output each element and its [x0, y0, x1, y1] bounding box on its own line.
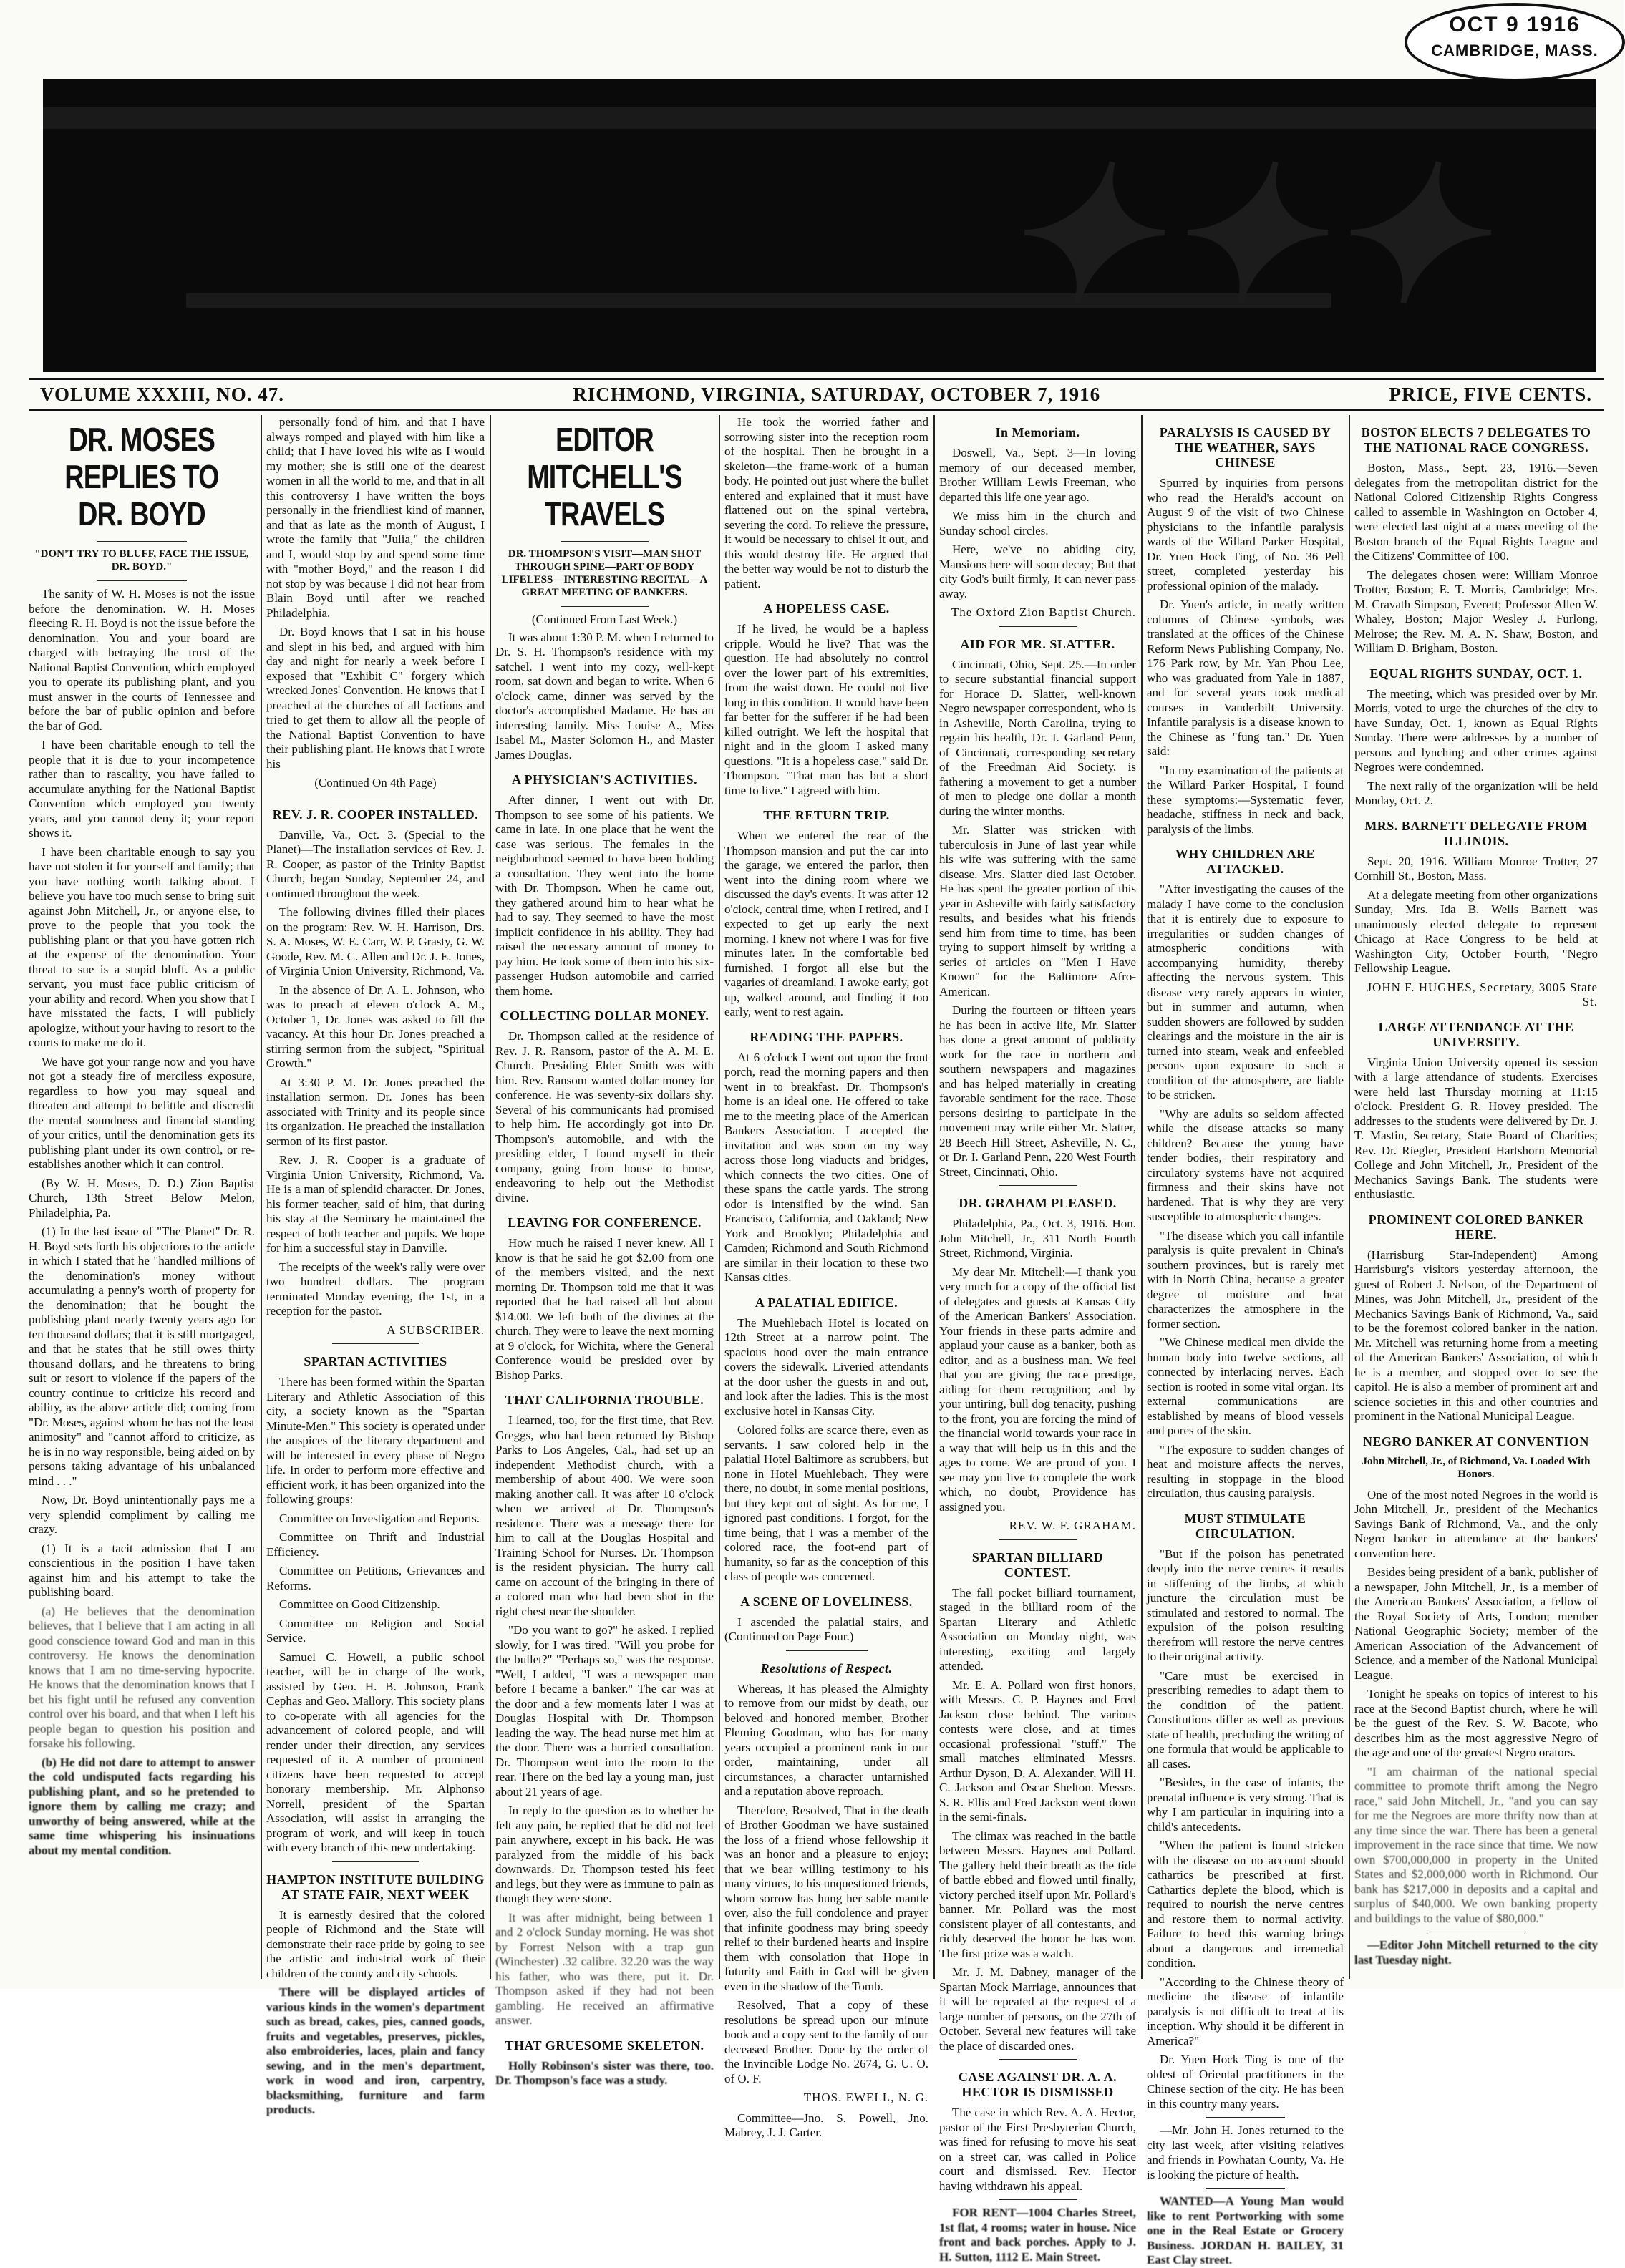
article-paragraph: At a delegate meeting from other organizations Sunday, Mrs. Ida B. Wells Barnett was unanimously elected delegate to represent Chicago at Race Congress to be held at Washington City, October Fourth, "Negro Fellowship League. — [1354, 887, 1598, 975]
subhead: PARALYSIS IS CAUSED BY THE WEATHER, SAYS CHINESE — [1159, 425, 1331, 469]
subhead: LARGE ATTENDANCE AT THE UNIVERSITY. — [1378, 1019, 1574, 1049]
article-paragraph: Spurred by inquiries from persons who read the Herald's account on August 9 of the visit of two Chinese physicians to the infantile paralysis wards of the Willard Parker Hospital, Dr. Yuen Hock Ting, of No. 36 Pell street, completed yesterday his professional opinion of the malady. — [1147, 476, 1344, 593]
volume-number: VOLUME XXXIII, NO. 47. — [40, 383, 284, 405]
article-paragraph: Committee on Petitions, Grievances and Reforms. — [266, 1564, 485, 1592]
article-paragraph: Resolved, That a copy of these resolutions be spread upon our minute book and a copy sent to the family of our deceased Brother. Done by the order of the Invincible Lodge No. 2674, G. U. O. of O. F. — [724, 1998, 928, 2086]
headline-spartan-activities: SPARTAN ACTIVITIES — [304, 1354, 447, 1368]
article-paragraph: Committee on Thrift and Industrial Efficiency. — [266, 1530, 485, 1559]
article-paragraph: If he lived, he would be a hapless cripple. Would he live? That was the question. He had absolutely no control over the lower part of his extremities, from the waist down. He could not live long in this condition. It would have been far better for the sufferer if he had been killed outright. We left the hospital that night and in the gloom I asked many questions. "It is a hopeless case," said Dr. Thompson. "That man has but a short time to live." I agreed with him. — [724, 622, 928, 797]
masthead-image — [43, 79, 1596, 372]
article-paragraph: Holly Robinson's sister was there, too. Dr. Thompson's face was a study. — [495, 2058, 714, 2087]
article-paragraph: (b) He did not dare to attempt to answer the cold undisputed facts regarding his publishing plant, and so he pretended to ignore them by calling me crazy; and unworthy of being answered, while at the same time whispering his insinuations about my mental condition. — [29, 1755, 255, 1857]
article-paragraph: Dr. Boyd knows that I sat in his house and slept in his bed, and argued with him day and night for nearly a week before I exposed that "Exhibit C" forgery which wrecked Jones' Convention. He knows that I preached at the churches of all factions and tried to get them to allow all the people of the National Baptist Convention to have their publishing plant. He knows that I wrote his — [266, 625, 485, 771]
article-paragraph: There will be displayed articles of various kinds in the women's department such as bread, cakes, pies, canned goods, fruits and vegetables, preserves, pickles, also embroideries, laces, plain and fancy sewing, and in the men's department, work in wood and iron, carpentry, blacksmithing, furniture and farm products. — [266, 1985, 485, 2116]
committee: Committee—Jno. S. Powell, Jno. Mabrey, J. J. Carter. — [724, 2111, 928, 2139]
subhead: THAT GRUESOME SKELETON. — [505, 2038, 704, 2053]
article-paragraph: (1) It is a tacit admission that I am conscientious in the position I have taken against him and his attempt to take the publishing board. — [29, 1541, 255, 1599]
article-paragraph: (1) In the last issue of "The Planet" Dr. R. H. Boyd sets forth his objections to the article in which I stated that he "handled millions of the denomination's money without accumulating a penny's worth of property for the denomination; that he bought the publishing plant nearly twenty years ago for ten thousand dollars; that it is still mortgaged, and that he states that he still owes thirty thousand dollars, and he threatens to bring suit or resort to violence if the papers of the country continue to criticize his record and ability, as the above article did; coming from "Dr. Moses, against whom he has not the least animosity" and "cannot afford to criticize, as he is in no way responsible, being aided on by persons taking advantage of his unbalanced mind . . ." — [29, 1225, 255, 1488]
article-paragraph: Dr. Thompson called at the residence of Rev. J. R. Ransom, pastor of the A. M. E. Church. Presiding Elder Smith was with him. Rev. Ransom wanted dollar money for conference. He was seventy-six dollars shy. Several of his communicants had promised to help him. He accordingly got into Dr. Thompson's automobile, and with the presiding elder, I found myself in their company, going from house to house, endeavoring to help out the Methodist divine. — [495, 1029, 714, 1204]
article-paragraph: After dinner, I went out with Dr. Thompson to see some of his patients. We came in late. In one place that he went the case was serious. The females in the neighborhood seemed to have been holding a consultation. They went into the home with Dr. Thompson. When he came out, they gathered around him to hear what he had to say. They seemed to have the most implicit confidence in his ability. They had raised the necessary amount of money to pay him. He took some of them into his six-passenger Hudson automobile and carried them home. — [495, 793, 714, 998]
stamp-date: OCT 9 1916 — [1449, 13, 1581, 36]
subhead: CASE AGAINST DR. A. A. HECTOR IS DISMISSED — [958, 2070, 1117, 2099]
subhead: In Memoriam. — [995, 425, 1080, 439]
article-paragraph: When we entered the rear of the Thompson mansion and put the car into the garage, we entered the parlor, then went into the dining room where we discussed the day's events. It was after 12 o'clock, central time, when I retired, and I expected to get up early the next morning. I knew not where I was for five minutes later. In the comfortable bed furnished, I forgot all else but the vagaries of dreamland. I awoke early, got up, walked around, and finding it too early, went to rest again. — [724, 829, 928, 1018]
column-4 — [724, 415, 929, 2139]
article-paragraph: During the fourteen or fifteen years he has been in active life, Mr. Slatter has done a great amount of publicity work for the race in northern and southern newspapers and magazines and has helped materially in creating favorable sentiment for the race. Those persons desiring to participate in the movement may write either Mr. Slatter, 28 Beech Hill Street, Asheville, N. C., or Dr. I. Garland Penn, 220 West Fourth Street, Cincinnati, Ohio. — [939, 1003, 1136, 1179]
subhead: COLLECTING DOLLAR MONEY. — [500, 1008, 709, 1023]
article-paragraph: personally fond of him, and that I have always romped and played with him like a child; that I have loved his wife as I would my mother; she is still one of the dearest women in all the world to me, and that in all this controversy I have written the boys personally in the friendliest kind of manner, and that as late as the month of August, I wrote the family that "Julia," the children and I, would stop by and spend some time with "mother Boyd," and the reason I did not stop by was because I did not hear from Blain Boyd until after we reached Philadelphia. — [266, 415, 485, 620]
subhead: THE RETURN TRIP. — [763, 808, 890, 822]
subhead: A HOPELESS CASE. — [763, 601, 890, 615]
library-received-stamp — [1405, 3, 1625, 82]
article-paragraph: It was after midnight, being between 1 and 2 o'clock Sunday morning. He was shot by Forrest Nelson with a trap gun (Winchester) .32 calibre. 32.20 was the way his father, who was there, put it. Dr. Thompson asked if they had not been gambling. He received an affirmative answer. — [495, 1910, 714, 2027]
signature: REV. W. F. GRAHAM. — [1009, 1519, 1136, 1532]
article-paragraph: Doswell, Va., Sept. 3—In loving memory of our deceased member, Brother William Lewis Freeman, who departed this life one year ago. — [939, 446, 1136, 504]
article-paragraph: "In my examination of the patients at the Willard Parker Hospital, I found these symptoms:—Systematic fever, headache, stiffness in neck and back, paralysis of the limbs. — [1147, 763, 1344, 836]
subhead: WHY CHILDREN ARE ATTACKED. — [1175, 847, 1316, 876]
article-paragraph: At 3:30 P. M. Dr. Jones preached the installation sermon. Dr. Jones has been associated with Trinity and its people since its organization. He preached the installation sermon of its first pastor. — [266, 1075, 485, 1148]
article-paragraph: "The exposure to sudden changes of heat and moisture affects the nerves, resulting in stoppage in the blood circulation, thus causing paralysis. — [1147, 1442, 1344, 1500]
column-5 — [939, 415, 1136, 2264]
article-paragraph: The following divines filled their places on the program: Rev. W. H. Harrison, Drs. S. A. Moses, W. E. Carr, W. P. Grasty, G. W. Goode, Rev. M. C. Allen and Dr. J. E. Jones, of Virginia Union University, Richmond, Va. — [266, 905, 485, 978]
headline-hampton-institute: HAMPTON INSTITUTE BUILDING AT STATE FAIR, NEXT WEEK — [266, 1872, 485, 1902]
local-note: —Mr. John H. Jones returned to the city last week, after visiting relatives and friends in Powhatan County, Va. He is looking the picture of health. — [1147, 2123, 1344, 2181]
article-paragraph: (By W. H. Moses, D. D.) Zion Baptist Church, 13th Street Below Melon, Philadelphia, Pa. — [29, 1176, 255, 1220]
subhead: MRS. BARNETT DELEGATE FROM ILLINOIS. — [1364, 818, 1588, 848]
article-paragraph: Committee on Religion and Social Service. — [266, 1616, 485, 1645]
article-paragraph: Rev. J. R. Cooper is a graduate of Virginia Union University, Richmond, Va. He is a man of splendid character. Dr. Jones, his former teacher, said of him, that during his stay at the Seminary he maintained the respect of both teacher and pupils. We hope for him a successful stay in Danville. — [266, 1153, 485, 1255]
price: PRICE, FIVE CENTS. — [1389, 383, 1592, 405]
article-paragraph: Here, we've no abiding city, Mansions here will soon decay; But that city God's built firmly, It can never pass away. — [939, 542, 1136, 600]
article-paragraph: We miss him in the church and Sunday school circles. — [939, 509, 1136, 537]
article-paragraph: "Do you want to go?" he asked. I replied slowly, for I was tired. "Will you probe for the bullet?" "Perhaps so," was the response. "Well, I added, "I was a newspaper man before I became a banker." The car was at the door and a few moments later I was at Douglas Hospital with Dr. Thompson leading the way. The head nurse met him at the door. There was a hurried consultation. Dr. Thompson went into the room to the rear. There on the bed lay a young man, just about 21 years of age. — [495, 1623, 714, 1799]
subhead: MUST STIMULATE CIRCULATION. — [1184, 1511, 1306, 1541]
place-and-date: RICHMOND, VIRGINIA, SATURDAY, OCTOBER 7, 1916 — [573, 383, 1101, 405]
article-paragraph: Danville, Va., Oct. 3. (Special to the Planet)—The installation services of Rev. J. R. Cooper, as pastor of the Trinity Baptist Church, began Sunday, September 24, and continued throughout the week. — [266, 827, 485, 900]
article-paragraph: Cincinnati, Ohio, Sept. 25.—In order to secure substantial financial support for Horace D. Slatter, well-known Negro newspaper correspondent, who is in Asheville, North Carolina, trying to regain his health, Dr. I. Garland Penn, of Cincinnati, corresponding secretary of the Freedman Aid Society, is fathering a movement to get a number of men to pledge one dollar a month during the winter months. — [939, 657, 1136, 818]
signature: The Oxford Zion Baptist Church. — [951, 605, 1136, 619]
column-2 — [266, 415, 485, 2116]
article-paragraph: (a) He believes that the denomination believes, that I believe that I am acting in all good conscience toward God and man in this controversy. He knows the denomination knows that I am no time-serving hypocrite. He knows that the denomination knows that I bet his fight until he refused any convention control over his board, and that when I left his people began to question his position and forsake his following. — [29, 1604, 255, 1750]
article-paragraph: Committee on Investigation and Reports. — [279, 1511, 480, 1525]
article-paragraph: Now, Dr. Boyd unintentionally pays me a very splendid compliment by calling me crazy. — [29, 1493, 255, 1536]
article-paragraph: Samuel C. Howell, a public school teacher, will be in charge of the work, assisted by Geo. H. B. Johnson, Frank Cephas and Geo. Mallory. This society plans to co-operate with all agencies for the advancement of colored people, and will render under their direction, any services requested of it. A number of prominent citizens have been requested to accept honorary membership. Mr. Alphonso Norrell, president of the Spartan Association, will assist in arranging the program of work, and will keep in touch with every branch of this new undertaking. — [266, 1650, 485, 1854]
signature: THOS. EWELL, N. G. — [803, 2091, 928, 2104]
article-paragraph: "But if the poison has penetrated deeply into the nerve centres it results in stiffening of the limbs, at which juncture the circulation must be stimulated and restored to normal. The expulsion of the poison resulting therefrom will restore the nerve centres to their original activity. — [1147, 1547, 1344, 1663]
article-paragraph: There has been formed within the Spartan Literary and Athletic Association of this city, a society known as the "Spartan Minute-Men." This society is operated under the auspices of the literary department and will be interested in every phase of Negro life. In order to perform more effective and efficient work, it has been organized into the following groups: — [266, 1375, 485, 1506]
article-paragraph: Dr. Yuen's article, in neatly written columns of Chinese symbols, was translated at the offices of the Chinese Reform News Publishing Company, No. 176 Park row, by Mr. Yan Phou Lee, who was graduated from Yale in 1887, and for several years took medical courses in Vanderbilt University. Infantile paralysis is a disease known to the Chinese as "fung tan." Dr. Yuen said: — [1147, 598, 1344, 758]
column-1 — [29, 415, 255, 1979]
signature: JOHN F. HUGHES, Secretary, 3005 State St. — [1367, 980, 1598, 1008]
article-paragraph: The case in which Rev. A. A. Hector, pastor of the First Presbyterian Church, was fined for refusing to move his seat on a street car, was called in Police court and dismissed. Rev. Hector having withdrawn his appeal. — [939, 2106, 1136, 2193]
column-3 — [495, 415, 714, 2087]
article-paragraph: "According to the Chinese theory of medicine the disease of infantile paralysis is not difficult to treat at its inception. Why should it be different in America?" — [1147, 1975, 1344, 2048]
article-paragraph: (Harrisburg Star-Independent) Among Harrisburg's visitors yesterday afternoon, the guest of Robert J. Nelson, of the Department of Mines, was John Mitchell, Jr., president of the Mechanics Savings Bank of Richmond, Va., said to be the foremost colored banker in the nation. Mr. Mitchell was returning home from a meeting of the American Bankers' Association, of which he is a member, and stopped over to see the capitol. He is also a member of prominent art and science societies in this and other countries and prominent in the National Municipal League. — [1354, 1247, 1598, 1423]
article-paragraph: "The disease which you call infantile paralysis is quite prevalent in China's southern provinces, but is rarely met with in North China, because a greater degree of moisture and heat characterizes the atmosphere in the former section. — [1147, 1228, 1344, 1330]
article-paragraph: I learned, too, for the first time, that Rev. Greggs, who had been returned by Bishop Parks to Los Angeles, Cal., had set up an independent Methodist church, with a membership of about 400. We were soon making another call. It was after 10 o'clock when we arrived at Dr. Thompson's residence. There was a message there for him to call at the Douglas Hospital and Training School for Nurses. Dr. Thompson is the resident physician. The hurry call came on account of the bringing in there of a colored man who had been shot in the right chest near the shoulder. — [495, 1413, 714, 1618]
subhead: EQUAL RIGHTS SUNDAY, OCT. 1. — [1369, 666, 1583, 681]
headline-cooper-installed: REV. J. R. COOPER INSTALLED. — [272, 807, 479, 822]
article-paragraph: Mr. E. A. Pollard won first honors, with Messrs. C. P. Haynes and Fred Jackson close behind. The various contests were close, and at times occasional professional "stuff." The small matches eliminated Messrs. Arthur Dyson, D. A. Alexander, Will H. C. Jackson and Oscar Shelton. Messrs. S. R. Ellis and Fred Jackson went down in the semi-finals. — [939, 1678, 1136, 1824]
subhead: READING THE PAPERS. — [750, 1029, 903, 1044]
subhead: A PALATIAL EDIFICE. — [755, 1295, 898, 1310]
deck-moses: "DON'T TRY TO BLUFF, FACE THE ISSUE, DR. BOYD." — [34, 548, 249, 573]
subhead: AID FOR MR. SLATTER. — [960, 636, 1115, 651]
continued-note: (Continued From Last Week.) — [531, 613, 678, 626]
article-paragraph: The Muehlebach Hotel is located on 12th Street at a narrow point. The spacious hood over the main entrance covers the sidewalk. Liveried attendants at the door usher the guests in and out, and look after the ladies. This is the most exclusive hotel in Kansas City. — [724, 1315, 928, 1418]
article-paragraph: In reply to the question as to whether he felt any pain, he replied that he did not feel pain anywhere, except in his back. He was paralyzed from the middle of his back downwards. Dr. Thompson tested his feet and legs, but they were as immune to pain as though they were stone. — [495, 1804, 714, 1905]
article-paragraph: The receipts of the week's rally were over two hundred dollars. The program terminated Monday evening, the 1st, in a reception for the pastor. — [266, 1260, 485, 1318]
article-paragraph: At 6 o'clock I went out upon the front porch, read the morning papers and then went in to breakfast. Dr. Thompson's home is an ideal one. He offered to take me to the meeting place of the American Bankers Association. I accepted the invitation and was soon on my way across those long viaducts and bridges, which connects the two cities. One of these spans the cattle yards. The strong odor is intensified by the wind. San Francisco, California, and Oakland; New York and Brooklyn; Philadelphia and Camden; Richmond and South Richmond are similar in their location to these two Kansas cities. — [724, 1050, 928, 1284]
subhead: Resolutions of Respect. — [760, 1660, 893, 1675]
article-paragraph: I have been charitable enough to tell the people that it is due to your incompetence rather than to rascality, you have failed to accumulate anything for the National Baptist Convention which employed you twenty years, and you cannot deny it; your report shows it. — [29, 738, 255, 839]
article-paragraph: It is earnestly desired that the colored people of Richmond and the State will demonstrate their race pride by going to see the artistic and industrial work of their children of the county and city schools. — [266, 1907, 485, 1980]
subhead-deck: John Mitchell, Jr., of Richmond, Va. Loaded With Honors. — [1362, 1455, 1591, 1480]
article-paragraph: My dear Mr. Mitchell:—I thank you very much for a copy of the official list of delegates and guests at Kansas City of the American Bankers' Association. Your friends in these parts admire and applaud your cause as a banker, both as editor, and as a business man. We feel that you are giving the race prestige, aiding for them recognition; and by your untiring, bull dog tenacity, pushing to the front, you are forcing the mind of the financial world towards your race in a way that will help us in this and the ages to come. We are proud of you. I see may you live to complete the work which, no doubt, Providence has assigned you. — [939, 1265, 1136, 1514]
article-paragraph: Mr. Slatter was stricken with tuberculosis in June of last year while his wife was suffering with the same disease. Mrs. Slatter died last October. He has spent the greater portion of this year in Asheville with fairly satisfactory results, and besides what his friends send him from time to time, has been trying to support himself by writing a series of articles on "Men I Have Known" for the Baltimore Afro-American. — [939, 823, 1136, 998]
article-paragraph: Sept. 20, 1916. William Monroe Trotter, 27 Cornhill St., Boston, Mass. — [1354, 854, 1598, 882]
article-paragraph: The delegates chosen were: William Monroe Trotter, Boston; E. T. Morris, Cambridge; Mrs. M. Cravath Simpson, Everett; Professor Allen W. Whaley, Boston; Major Wesley J. Furlong, Melrose; the Rev. M. A. N. Shaw, Boston, and William D. Brigham, Boston. — [1354, 568, 1598, 655]
column-7 — [1354, 415, 1598, 1979]
subhead: THAT CALIFORNIA TROUBLE. — [505, 1393, 704, 1407]
article-paragraph: In the absence of Dr. A. L. Johnson, who was to preach at eleven o'clock A. M., October 1, Dr. Jones was asked to fill the vacancy. At this hour Dr. Jones preached a stirring sermon from the subject, "Spiritual Growth." — [266, 983, 485, 1070]
column-6 — [1147, 415, 1344, 2267]
classified-wanted: WANTED—A Young Man would like to rent Portworking with some one in the Real Estate or Grocery Business. JORDAN H. BAILEY, 31 East Clay street. — [1147, 2194, 1344, 2267]
article-paragraph: Dr. Yuen Hock Ting is one of the oldest of Oriental practitioners in the Chinese section of the city. He has been in this country many years. — [1147, 2053, 1344, 2111]
article-paragraph: Boston, Mass., Sept. 23, 1916.—Seven delegates from the metropolitan district for the National Colored Citizenship Rights Congress called to assemble in Washington on October 4, were elected last night at a mass meeting of the Boston branch of the Equal Rights League and the Citizens' Committee of 100. — [1354, 461, 1598, 563]
article-paragraph: I have been charitable enough to say you have not stolen it for yourself and family; that you have nothing worth talking about. I believe you have too much sense to bring suit against John Mitchell, Jr., or anyone else, to prove to the people that you took the publishing plant or that you have gotten rich at the expense of the denomination. Your threat to sue is a stupid bluff. As a public servant, you must face public criticism of your ability and record. When you show that I have misstated the facts, I will publicly apologize, without your having to resort to the courts to make me do it. — [29, 845, 255, 1049]
article-paragraph: Virginia Union University opened its session with a large attendance of students. Exercises were held last Thursday morning at 11:15 o'clock. President G. R. Hovey presided. The addresses to the students were delivered by Dr. J. T. Mastin, Secretary, State Board of Charities; Rev. Dr. Riegler, President Hartshorn Memorial College and John Mitchell, Jr., President of the Mechanics Savings Bank. The students were enthusiastic. — [1354, 1055, 1598, 1201]
article-paragraph: Philadelphia, Pa., Oct. 3, 1916. Hon. John Mitchell, Jr., 311 North Fourth Street, Richmond, Virginia. — [939, 1217, 1136, 1260]
article-paragraph: "We Chinese medical men divide the human body into twelve sections, all connected by interlacing nerves. Each section is rooted in some vital organ. Its external communications are established by means of blood vessels and pores of the skin. — [1147, 1335, 1344, 1437]
dateline-bar — [29, 378, 1604, 411]
signature: A SUBSCRIBER. — [387, 1323, 485, 1337]
article-paragraph: "Care must be exercised in prescribing remedies to adapt them to the condition of the patient. Constitutions differ as well as previous state of health, precluding the writing of one formula that would be applicable to all cases. — [1147, 1668, 1344, 1771]
article-paragraph: "I am chairman of the national special committee to promote thrift among the Negro race," said John Mitchell, Jr., "and you can say for me the Negroes are more thrifty now than at any time since the war. There has been a general improvement in the race since that time. We now own $700,000,000 in property in the United States and $2,000,000 worth in Richmond. Our bank has $217,000 in deposits and a capital and surplus of $40,000. We own banking property and buildings to the value of $80,000." — [1354, 1764, 1598, 1925]
subhead: LEAVING FOR CONFERENCE. — [508, 1215, 702, 1230]
subhead: A SCENE OF LOVELINESS. — [740, 1594, 913, 1609]
article-paragraph: We have got your range now and you have not got a steady fire of merciless exposure, regardless to how you may squeal and threaten and attempt to belittle and discredit the mental soundness and financial standing of your critics, until the denomination gets its publishing plant under its own control, or re-establishes another which it can control. — [29, 1054, 255, 1171]
article-paragraph: The meeting, which was presided over by Mr. Morris, voted to urge the churches of the city to have Sunday, Oct. 1, known as Equal Rights Sunday. There were addresses by a number of persons and lynching and other crimes against Negroes were condemned. — [1354, 686, 1598, 774]
article-paragraph: It was about 1:30 P. M. when I returned to Dr. S. H. Thompson's residence with my satchel. I went into my cozy, well-kept room, sat down and began to write. When 6 o'clock came, dinner was served by the doctor's accomplished Madame. He has an interesting family. Miss Louise A., Miss Isabel M., Master Solomon H., and Master James Douglas. — [495, 630, 714, 761]
article-paragraph: Mr. J. M. Dabney, manager of the Spartan Mock Marriage, announces that it will be repeated at the request of a large number of persons, on the 27th of October. Several new features will take the place of discarded ones. — [939, 1965, 1136, 2053]
classified-for-rent: FOR RENT—1004 Charles Street, 1st flat, 4 rooms; water in house. Nice front and back porches. Apply to J. H. Sutton, 1112 E. Main Street. — [939, 2206, 1136, 2264]
masthead-logo-shape: ✦✦✦ — [999, 135, 1489, 341]
article-paragraph: The sanity of W. H. Moses is not the issue before the denomination. W. H. Moses fleecing R. H. Boyd is not the issue before the denomination. You and your board are charged with betraying the trust of the National Baptist Convention, which employed you to operate its publishing plant, and you must answer in the courts of Tennessee and before the bar of public opinion and before the bar of God. — [29, 587, 255, 733]
article-paragraph: Therefore, Resolved, That in the death of Brother Goodman we have sustained the loss of a friend whose fellowship it was an honor and a pleasure to enjoy; that we bear willing testimony to his many virtues, to his unquestioned friends, whom sorrow has hung her sable mantle over, also the full condolence and prayer that infinite goodness may bring speedy relief to their burdened hearts and inspire them with consolation that Hope in futurity and Faith in God will be given even in the shadow of the Tomb. — [724, 1803, 928, 1993]
article-paragraph: "When the patient is found stricken with the disease on no account should cathartics be prescribed at first. Cathartics deplete the blood, which is required to nourish the nerve centres and restore them to normal activity. Failure to heed this warning brings about a dangerous and irremedial condition. — [1147, 1839, 1344, 1970]
deck-travels: DR. THOMPSON'S VISIT—MAN SHOT THROUGH SPINE—PART OF BODY LIFELESS—INTERESTING RECITAL—A GREAT MEETING OF BANKERS. — [501, 548, 708, 598]
local-note: —Editor John Mitchell returned to the city last Tuesday night. — [1354, 1938, 1598, 1967]
article-paragraph: The next rally of the organization will be held Monday, Oct. 2. — [1354, 779, 1598, 807]
headline-mitchells-travels: EDITOR MITCHELL'S TRAVELS — [527, 421, 682, 532]
subhead: BOSTON ELECTS 7 DELEGATES TO THE NATIONAL RACE CONGRESS. — [1361, 425, 1591, 454]
headline-moses-replies: DR. MOSES REPLIES TO DR. BOYD — [64, 421, 219, 532]
article-paragraph: Whereas, It has pleased the Almighty to remove from our midst by death, our beloved and honored member, Brother Fleming Goodman, who has for many years occupied a prominent rank in our order, maintaining, under all circumstances, a character untarnished and a reputation above reproach. — [724, 1681, 928, 1798]
subhead: DR. GRAHAM PLEASED. — [959, 1196, 1117, 1210]
subhead: A PHYSICIAN'S ACTIVITIES. — [511, 772, 698, 787]
continued-note: (Continued On 4th Page) — [314, 776, 437, 789]
article-paragraph: The climax was reached in the battle between Messrs. Haynes and Pollard. The gallery held their breath as the tide of battle ebbed and flowed until finally, victory perched itself upon Mr. Pollard's banner. Mr. Pollard was the most consistent player of all contestants, and richly deserved the honor he has won. The first prize was a watch. — [939, 1829, 1136, 1960]
article-paragraph: He took the worried father and sorrowing sister into the reception room of the hospital. Then he brought in a skeleton—the frame-work of a human body. He pointed out just where the bullet entered and explained that it must have flattened out on the spinal vertebra, severing the cord. To relieve the pressure, it would be necessary to chisel it out, and this would destroy life. He argued that the better way would be not to disturb the patient. — [724, 415, 929, 590]
article-paragraph: Besides being president of a bank, publisher of a newspaper, John Mitchell, Jr., is a member of the American Bankers' Association, a fellow of the Royal Society of Arts, London; member National Geographic Society; member of the American Association of the Advancement of Science, and a member of the National Municipal League. — [1354, 1565, 1598, 1682]
subhead: NEGRO BANKER AT CONVENTION — [1363, 1434, 1589, 1449]
article-paragraph: Tonight he speaks on topics of interest to his race at the Second Baptist church, where he will be the guest of the Rev. S. W. Bacote, who describes him as the most aggressive Negro of the age and one of the greatest Negro orators. — [1354, 1687, 1598, 1759]
article-paragraph: One of the most noted Negroes in the world is John Mitchell, Jr., president of the Mechanics Savings Bank of Richmond, Va., and the only Negro banker in attendance at the bankers' convention here. — [1354, 1487, 1598, 1560]
subhead: PROMINENT COLORED BANKER HERE. — [1368, 1212, 1584, 1242]
article-paragraph: I ascended the palatial stairs, and (Continued on Page Four.) — [724, 1615, 928, 1643]
article-paragraph: Colored folks are scarce there, even as servants. I saw colored help in the palatial Hotel Baltimore as scrubbers, but none in Hotel Muehlebach. They were there, no doubt, in some menial positions, but they kept out of sight. As for me, I ignored past conditions. I forgot, for the time being, that I was a member of the colored race, the foot-end part of humanity, so far as the conception of this class of people was concerned. — [724, 1423, 928, 1583]
article-paragraph: How much he raised I never knew. All I know is that he said he got $2.00 from one of the members visited, and the next morning Dr. Thompson told me that it was reported that he had raised all but about $14.00. We left both of the divines at the church. They were to leave the next morning at 9 o'clock, for Wichita, where the General Conference would be presided over by Bishop Parks. — [495, 1236, 714, 1382]
article-paragraph: The fall pocket billiard tournament, staged in the billiard room of the Spartan Literary and Athletic Association on Monday night, was interesting, exciting and largely attended. — [939, 1585, 1136, 1673]
article-paragraph: "Why are adults so seldom affected while the disease attacks so many children? Because the young have tender bodies, their respiratory and circulatory systems have not acquired firmness and their skins have not hardened. That is why they are very susceptible to atmospheric changes. — [1147, 1106, 1344, 1223]
article-paragraph: "Besides, in the case of infants, the prenatal influence is very strong. That is why I am particular in inquiring into a child's antecedents. — [1147, 1776, 1344, 1834]
subhead: SPARTAN BILLIARD CONTEST. — [971, 1549, 1104, 1580]
stamp-place: CAMBRIDGE, MASS. — [1431, 42, 1599, 59]
article-paragraph: "After investigating the causes of the malady I have come to the conclusion that it is entirely due to exposure to irregularities or sudden changes of atmospheric conditions with accompanying humidity, thereby affecting the nervous system. This disease very rarely appears in winter, but in summer and autumn, when sudden showers are followed by sudden clearings and the moisture in the air is turned into steam, weak and enfeebled persons upon exposure to such a condition of the atmosphere, are liable to be stricken. — [1147, 882, 1344, 1101]
article-paragraph: Committee on Good Citizenship. — [279, 1597, 440, 1611]
